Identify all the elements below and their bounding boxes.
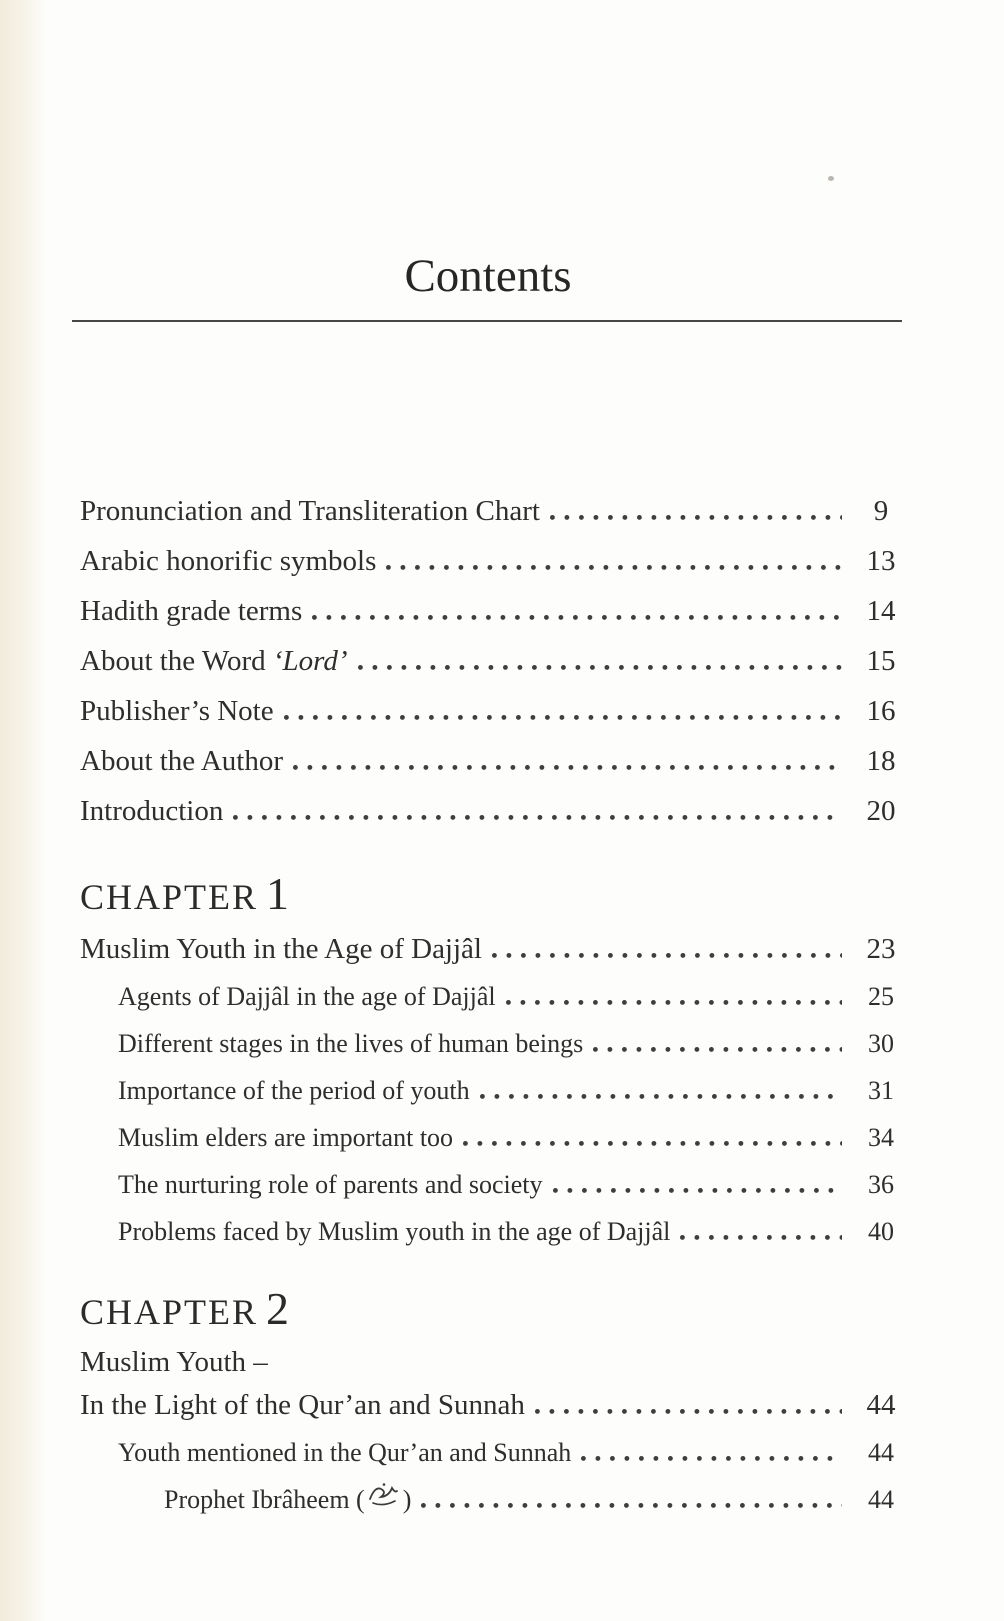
chapter-word: CHAPTER (80, 877, 259, 917)
entry-label: About the Word (80, 645, 273, 677)
entry-label: Muslim Youth – (80, 1346, 268, 1378)
toc-subentry (80, 1476, 896, 1523)
entry-page-number: 16 (866, 695, 896, 727)
chapter-1-heading (80, 866, 896, 925)
entry-page-number: 9 (873, 495, 889, 527)
chapter-2-heading (80, 1281, 896, 1340)
entry-label: About the Author (80, 745, 283, 777)
dot-leader (233, 815, 842, 820)
toc-entry (80, 736, 896, 786)
toc-subentry (80, 1208, 896, 1255)
dot-leader (312, 615, 842, 620)
entry-page-number: 20 (866, 795, 896, 827)
toc-subentry (80, 1429, 896, 1476)
entry-label: Problems faced by Muslim youth in the age of Dajjâl (118, 1217, 671, 1246)
title-divider (72, 320, 902, 322)
chapter-2-title-line-1 (80, 1340, 896, 1384)
entry-page-number: 18 (866, 745, 896, 777)
entry-page-number: 30 (868, 1029, 894, 1058)
dot-leader (463, 1141, 842, 1146)
entry-page-number: 44 (868, 1485, 894, 1514)
chapter-word: CHAPTER (80, 1292, 259, 1332)
toc-subentry (80, 1161, 896, 1208)
entry-label: Hadith grade terms (80, 595, 303, 627)
dot-leader (506, 1000, 842, 1005)
entry-label: Agents of Dajjâl in the age of Dajjâl (118, 982, 496, 1011)
entry-page-number: 44 (868, 1438, 894, 1467)
entry-label-close: ) (402, 1485, 412, 1514)
alayhis-salam-calligraphy-icon (367, 1476, 401, 1523)
entry-page-number: 36 (868, 1170, 894, 1199)
chapter-number: 1 (266, 868, 290, 919)
toc-subentry (80, 1020, 896, 1067)
dot-leader (293, 765, 842, 770)
dot-leader (284, 715, 842, 720)
dot-leader (421, 1503, 842, 1508)
toc-entry (80, 586, 896, 636)
toc-entry (80, 486, 896, 536)
dot-leader (492, 953, 842, 958)
dot-leader (550, 515, 842, 520)
entry-label-italic: ‘Lord’ (272, 645, 348, 677)
entry-label: Different stages in the lives of human beings (118, 1029, 584, 1058)
chapter-2-title-line-2 (80, 1384, 896, 1427)
toc-entry (80, 686, 896, 736)
entry-page-number: 31 (868, 1076, 894, 1105)
dot-leader (480, 1094, 842, 1099)
entry-page-number: 34 (868, 1123, 894, 1152)
entry-label: Prophet Ibrâheem ( (164, 1485, 365, 1514)
dot-leader (680, 1235, 842, 1240)
entry-label: Muslim elders are important too (118, 1123, 454, 1152)
entry-page-number: 25 (868, 982, 894, 1011)
entry-label: Pronunciation and Transliteration Chart (80, 495, 540, 527)
entry-label: The nurturing role of parents and society (118, 1170, 543, 1199)
entry-label: Publisher’s Note (80, 695, 274, 727)
entry-page-number: 44 (866, 1389, 896, 1421)
entry-label: In the Light of the Qur’an and Sunnah (80, 1389, 525, 1421)
entry-page-number: 15 (866, 645, 896, 677)
toc-entry (80, 786, 896, 836)
dot-leader (593, 1047, 842, 1052)
entry-label: Importance of the period of youth (118, 1076, 470, 1105)
entry-label: Youth mentioned in the Qur’an and Sunnah (118, 1438, 572, 1467)
dot-leader (386, 565, 842, 570)
entry-page-number: 23 (866, 933, 896, 965)
entry-page-number: 40 (868, 1217, 894, 1246)
entry-page-number: 13 (866, 545, 896, 577)
toc-subentry (80, 1067, 896, 1114)
dot-leader (535, 1409, 842, 1414)
toc-subentry (80, 973, 896, 1020)
toc-subentry (80, 1114, 896, 1161)
entry-label: Muslim Youth in the Age of Dajjâl (80, 933, 482, 965)
entry-page-number: 14 (866, 595, 896, 627)
toc-entry (80, 536, 896, 586)
toc-entry (80, 636, 896, 686)
dot-leader (581, 1456, 842, 1461)
chapter-number: 2 (266, 1283, 290, 1334)
dot-leader (358, 665, 842, 670)
chapter-1-title-entry (80, 925, 896, 973)
entry-label: Introduction (80, 795, 224, 827)
dot-leader (553, 1188, 842, 1193)
entry-label: Arabic honorific symbols (80, 545, 377, 577)
page-title: Contents (404, 250, 572, 302)
table-of-contents (80, 486, 896, 1523)
